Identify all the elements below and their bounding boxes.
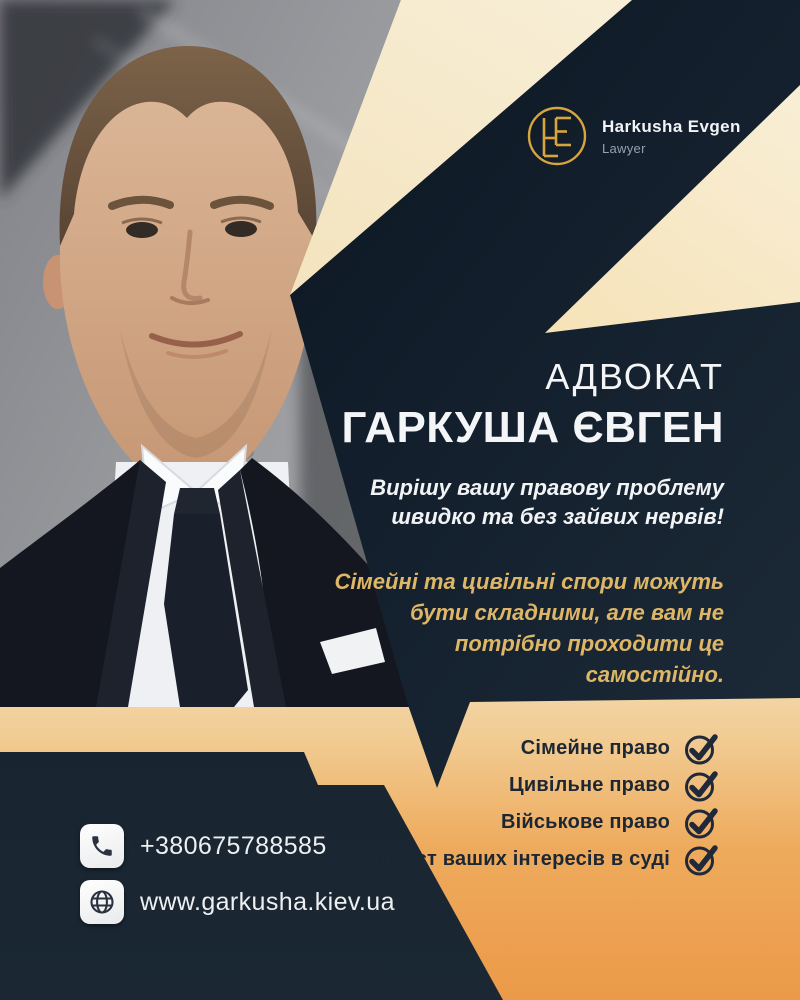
service-label: Сімейне право bbox=[520, 736, 670, 759]
hero-note bbox=[294, 566, 724, 690]
contact-row-phone[interactable] bbox=[80, 824, 395, 868]
note-line-4: самостійно. bbox=[585, 662, 724, 687]
he-monogram-icon bbox=[526, 105, 588, 167]
hero-kicker: АДВОКАТ bbox=[545, 356, 724, 397]
note-line-2: бути складними, але вам не bbox=[410, 600, 724, 625]
note-line-1: Сімейні та цивільні спори можуть bbox=[334, 569, 724, 594]
service-row-civil-law bbox=[368, 768, 720, 802]
check-circle-icon bbox=[682, 803, 720, 841]
tagline-line-2: швидко та без зайвих нервів! bbox=[391, 504, 724, 529]
contact-row-website[interactable] bbox=[80, 880, 395, 924]
brand-logo bbox=[526, 105, 741, 167]
brand-name: Harkusha Evgen bbox=[602, 116, 741, 136]
hero-name: ГАРКУША ЄВГЕН bbox=[341, 403, 724, 452]
check-circle-icon bbox=[682, 729, 720, 767]
service-row-court-defense bbox=[368, 842, 720, 876]
brand-role: Lawyer bbox=[602, 140, 646, 156]
service-row-military-law bbox=[368, 805, 720, 839]
hero-tagline bbox=[294, 473, 724, 531]
service-row-family-law bbox=[368, 731, 720, 765]
check-circle-icon bbox=[682, 840, 720, 878]
service-label: Військове право bbox=[500, 810, 670, 833]
contact-block bbox=[80, 824, 395, 924]
phone-number[interactable]: +380675788585 bbox=[140, 831, 327, 860]
hero-block bbox=[294, 357, 724, 690]
globe-icon bbox=[80, 880, 124, 924]
tagline-line-1: Вирішу вашу правову проблему bbox=[370, 475, 724, 500]
service-label: Захист ваших інтересів в суді bbox=[367, 847, 670, 870]
check-circle-icon bbox=[682, 766, 720, 804]
note-line-3: потрібно проходити це bbox=[454, 631, 724, 656]
services-list bbox=[368, 731, 720, 876]
phone-icon bbox=[80, 824, 124, 868]
service-label: Цивільне право bbox=[509, 773, 670, 796]
website-url[interactable]: www.garkusha.kiev.ua bbox=[140, 887, 395, 916]
